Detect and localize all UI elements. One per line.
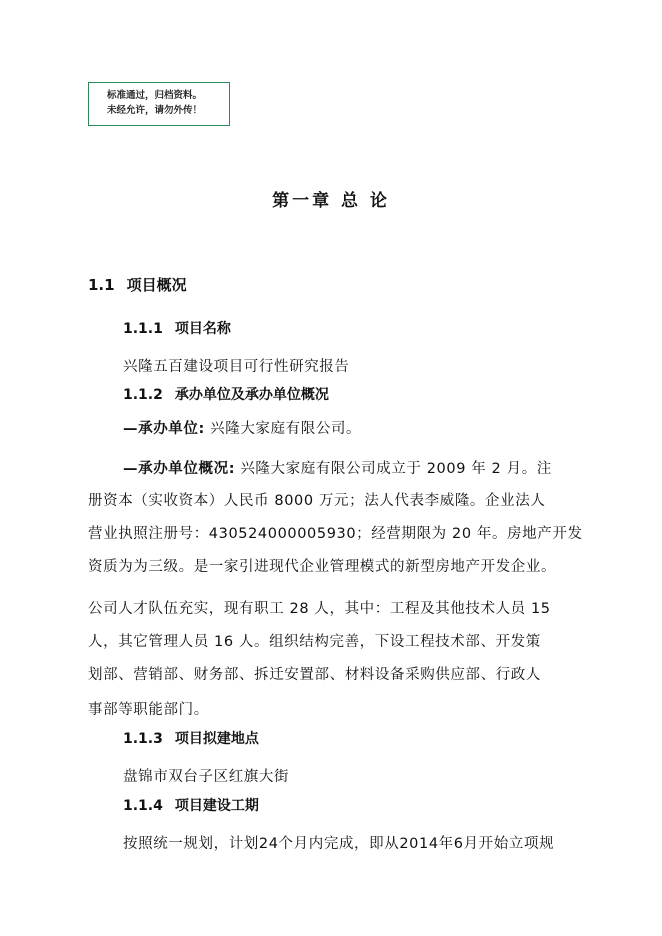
undertaking-unit-line: [123, 417, 361, 438]
overview-first-line: [123, 457, 552, 478]
project-site-text: 盘锦市双台子区红旗大街: [123, 769, 290, 785]
section-heading-1-1: [88, 274, 187, 295]
undertaking-unit-label: —承办单位:: [123, 421, 205, 437]
overview-line: 册资本（实收资本）人民币 8000 万元；法人代表李威隆。企业法人: [88, 493, 546, 509]
construction-period-text: 按照统一规划，计划24个月内完成，即从2014年6月开始立项规: [123, 836, 555, 852]
subsection-heading-1-1-1: [123, 318, 231, 338]
chapter-title: 第一章 总 论: [272, 191, 390, 211]
stamp-line-2: 未经允许，请勿外传！: [107, 105, 203, 116]
subsection-heading-1-1-3: [123, 728, 259, 748]
subsection-number: 1.1.2: [123, 387, 163, 403]
overview-line: 资质为为三级。是一家引进现代企业管理模式的新型房地产开发企业。: [88, 559, 557, 575]
subsection-title: 项目建设工期: [174, 798, 259, 814]
project-name-text: 兴隆五百建设项目可行性研究报告: [123, 359, 350, 375]
subsection-heading-1-1-4: [123, 795, 259, 815]
subsection-title: 项目拟建地点: [174, 731, 259, 747]
overview-line: 事部等职能部门。: [88, 702, 209, 718]
undertaking-unit-value: 兴隆大家庭有限公司。: [210, 421, 362, 437]
subsection-title: 承办单位及承办单位概况: [174, 387, 329, 403]
overview-line: 营业执照注册号：430524000005930；经营期限为 20 年。房地产开发: [88, 526, 583, 542]
section-number: 1.1: [88, 276, 115, 294]
subsection-title: 项目名称: [174, 321, 231, 337]
stamp-line-1: 标准通过，归档资料。: [107, 90, 203, 101]
overview-line: 人，其它管理人员 16 人。组织结构完善，下设工程技术部、开发策: [88, 634, 541, 650]
subsection-number: 1.1.4: [123, 798, 163, 814]
section-title: 项目概况: [126, 276, 187, 294]
overview-line: 兴隆大家庭有限公司成立于 2009 年 2 月。注: [240, 461, 552, 477]
subsection-heading-1-1-2: [123, 384, 329, 404]
approval-stamp: [88, 82, 230, 126]
overview-line: 划部、营销部、财务部、拆迁安置部、材料设备采购供应部、行政人: [88, 667, 541, 683]
overview-label: —承办单位概况:: [123, 461, 236, 477]
overview-line: 公司人才队伍充实，现有职工 28 人，其中：工程及其他技术人员 15: [88, 601, 551, 617]
subsection-number: 1.1.1: [123, 321, 163, 337]
subsection-number: 1.1.3: [123, 731, 163, 747]
